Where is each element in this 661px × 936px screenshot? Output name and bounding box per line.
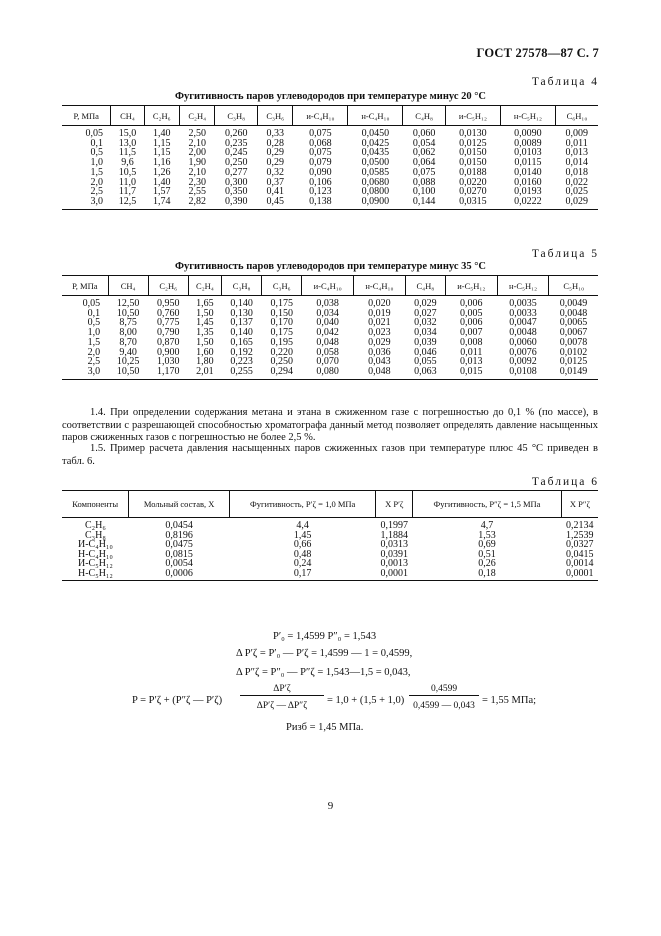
fraction-numerator: ΔP′ζ — [240, 684, 324, 696]
table5-cell: 0,080 — [302, 367, 354, 379]
table6-cell: 0,0327 — [565, 539, 594, 550]
table4-cell: 1,0 — [90, 157, 103, 169]
table4-cell: 0,064 — [412, 157, 436, 169]
table6-cell: 0,17 — [229, 569, 376, 581]
table4-header-cell: CH₄ — [111, 106, 144, 126]
table6-cell: 0,0014 — [565, 558, 594, 569]
table5-cell: 0,036 — [368, 346, 391, 358]
table5-cell: 0,175 — [270, 298, 293, 309]
table4-cell: 0,054 — [412, 137, 436, 149]
table4-cell: 0,025 — [565, 186, 588, 198]
table4-header-cell: C₂H₆ — [144, 106, 179, 126]
table5-cell: 0,0049 — [559, 298, 588, 309]
table5-cell: 0,048 — [354, 367, 406, 379]
table5-cell: 0,255 — [222, 367, 262, 379]
table4-cell: 0,088 — [412, 176, 436, 188]
table-row — [62, 531, 598, 541]
table5-cell: 2,0 — [87, 346, 101, 358]
table6-cell: 0,69 — [478, 539, 496, 550]
table4-cell: 0,0115 — [514, 157, 542, 169]
table6-header-cell: Фугитивность, P′ζ = 1,0 МПа — [229, 491, 376, 518]
table4-cell: 0,0090 — [514, 128, 542, 139]
table6-header-cell: Компоненты — [62, 491, 129, 518]
table5-cell: 0,775 — [156, 317, 180, 329]
table4-cell: 0,011 — [565, 137, 588, 149]
table5-cell: 10,25 — [116, 356, 140, 368]
fraction2-denominator: 0,4599 — 0,043 — [413, 701, 475, 711]
table5-cell: 0,223 — [230, 356, 253, 368]
table4-cell: 0,390 — [215, 197, 258, 209]
table4-cell: 0,018 — [565, 166, 588, 178]
table5-cell: 0,0078 — [559, 336, 588, 348]
table4-cell: 0,0125 — [459, 137, 487, 149]
table5-cell: 0,027 — [414, 307, 437, 319]
table5-cell: 0,192 — [230, 346, 253, 358]
table5-cell: 0,006 — [460, 317, 483, 329]
table4-cell: 2,0 — [90, 176, 103, 188]
formula-delta-p2: Δ P″ζ = P″₀ — P″ζ = 1,543—1,5 = 0,043, — [236, 667, 411, 678]
table4-cell: 0,075 — [309, 147, 332, 159]
table6-cell: И-C₅H₁₂ — [77, 558, 113, 569]
table5-cell: 0,137 — [230, 317, 253, 329]
table4-cell: 0,277 — [224, 166, 248, 178]
table5-cell: 0,0125 — [559, 356, 588, 368]
table5-cell: 0,0060 — [509, 336, 537, 348]
table6-cell: 0,0454 — [165, 520, 193, 531]
table5-cell: 0,760 — [156, 307, 180, 319]
table4-cell: 0,300 — [224, 176, 248, 188]
table4-cell: 2,10 — [188, 137, 206, 149]
table6-cell: 0,26 — [478, 558, 496, 569]
table4-cell: 0,33 — [266, 128, 284, 139]
table4-cell: 1,74 — [144, 197, 179, 209]
table5-cell: 1,0 — [87, 327, 101, 339]
table4-cell: 1,16 — [153, 157, 171, 169]
table6-cell: 0,0054 — [165, 558, 193, 569]
table4-cell: 0,0315 — [445, 197, 500, 209]
table4-cell: 0,0800 — [361, 186, 390, 198]
table5-cell: 0,055 — [414, 356, 437, 368]
table5-cell: 0,006 — [460, 298, 483, 309]
table-row — [62, 550, 598, 560]
table4-cell: 0,0270 — [459, 186, 487, 198]
table5-cell: 0,250 — [270, 356, 293, 368]
table4-cell: 13,0 — [118, 137, 137, 149]
table6-cell: 0,0006 — [129, 569, 229, 581]
table5-cell: 0,170 — [270, 317, 293, 329]
table4-cell: 2,10 — [188, 166, 206, 178]
table4 — [62, 105, 598, 210]
table4-cell: 2,50 — [188, 128, 206, 139]
table6-cell: 0,0391 — [380, 548, 409, 560]
table5-header-cell: C₂H₆ — [148, 276, 188, 296]
table4-cell: 0,350 — [224, 186, 248, 198]
table6-cell: 0,48 — [293, 548, 312, 560]
table4-cell: 0,0435 — [361, 147, 390, 159]
table4-cell: 0,060 — [412, 128, 436, 139]
table4-cell: 0,013 — [565, 147, 588, 159]
table5-cell: 8,75 — [119, 317, 137, 329]
table5-cell: 0,038 — [316, 298, 339, 309]
table4-cell: 2,00 — [188, 147, 206, 159]
table4-header-cell: Р, МПа — [62, 106, 111, 126]
table5-cell: 0,039 — [414, 336, 437, 348]
table4-header-cell: н-C₅H₁₂ — [500, 106, 555, 126]
table5-cell: 0,175 — [270, 327, 293, 339]
table5-cell: 0,046 — [414, 346, 437, 358]
table5-cell: 0,032 — [414, 317, 437, 329]
table5-header-cell: н-C₄H₁₀ — [354, 276, 406, 296]
table6-cell: 0,0001 — [561, 569, 598, 581]
table6-cell: 0,1997 — [380, 520, 409, 531]
table5-cell: 0,150 — [270, 307, 293, 319]
table6-cell: C₂H₆ — [85, 520, 106, 531]
table4-cell: 0,106 — [309, 176, 332, 188]
table4-cell: 0,260 — [224, 128, 248, 139]
table-row — [62, 367, 598, 379]
table5-cell: 0,790 — [156, 327, 180, 339]
table5 — [62, 275, 598, 380]
table4-cell: 0,250 — [224, 157, 248, 169]
table4-cell: 0,0220 — [459, 176, 487, 188]
table4-cell: 0,075 — [309, 128, 332, 139]
table5-cell: 0,165 — [230, 336, 253, 348]
table5-cell: 0,0047 — [509, 317, 537, 329]
table-row — [62, 559, 598, 569]
table5-header-cell: и-C₅H₁₂ — [445, 276, 497, 296]
table4-cell: 1,90 — [188, 157, 206, 169]
table5-header-cell: н-C₅H₁₂ — [497, 276, 549, 296]
table6-cell: 0,0013 — [380, 558, 409, 569]
table4-cell: 0,090 — [309, 166, 332, 178]
table4-cell: 9,6 — [121, 157, 134, 169]
table4-cell: 0,123 — [309, 186, 332, 198]
table4-cell: 0,068 — [309, 137, 332, 149]
table5-cell: 0,0048 — [559, 307, 588, 319]
formula-p-gauge: Pизб = 1,45 МПа. — [286, 722, 364, 733]
table4-cell: 0,29 — [266, 147, 284, 159]
table5-cell: 0,005 — [460, 307, 483, 319]
table4-cell: 0,0150 — [459, 157, 487, 169]
table5-cell: 12,50 — [116, 298, 140, 309]
table5-cell: 0,021 — [368, 317, 391, 329]
table5-header-cell: и-C₄H₁₀ — [302, 276, 354, 296]
table5-cell: 1,50 — [196, 307, 214, 319]
table4-cell: 0,0188 — [459, 166, 487, 178]
table4-cell: 0,29 — [266, 157, 284, 169]
formula-p0: P′₀ = 1,4599 P″₀ = 1,543 — [273, 631, 377, 642]
table5-cell: 0,195 — [270, 336, 293, 348]
table-row — [62, 569, 598, 581]
table4-cell: 0,1 — [90, 137, 103, 149]
table5-cell: 0,294 — [262, 367, 302, 379]
table4-cell: 0,0425 — [361, 137, 390, 149]
table5-header-cell: C₄H₈ — [405, 276, 445, 296]
table5-cell: 2,5 — [87, 356, 101, 368]
table5-cell: 0,0065 — [559, 317, 588, 329]
table5-cell: 0,0108 — [497, 367, 549, 379]
table6-cell: 1,45 — [293, 529, 312, 541]
table4-cell: 3,0 — [62, 197, 111, 209]
table5-cell: 1,030 — [156, 356, 180, 368]
table4-cell: 0,28 — [266, 137, 284, 149]
table4-cell: 0,37 — [266, 176, 284, 188]
table5-label: Таблица 5 — [531, 248, 599, 260]
table4-cell: 0,009 — [565, 128, 588, 139]
table5-cell: 1,5 — [87, 336, 101, 348]
table4-cell: 0,5 — [90, 147, 103, 159]
table4-cell: 2,55 — [188, 186, 206, 198]
table5-cell: 9,40 — [119, 346, 137, 358]
table5-cell: 10,50 — [116, 307, 140, 319]
table4-cell: 0,45 — [257, 197, 292, 209]
formula-p-mid: = 1,0 + (1,5 + 1,0) — [327, 695, 405, 706]
table5-title: Фугитивность паров углеводородов при температуре минус 35 °С — [174, 261, 487, 272]
table4-cell: 2,82 — [179, 197, 214, 209]
table5-cell: 1,45 — [196, 317, 214, 329]
table-row — [62, 197, 598, 209]
table4-cell: 1,15 — [153, 147, 171, 159]
table6-cell: 1,1884 — [380, 529, 409, 541]
table5-cell: 0,900 — [156, 346, 180, 358]
table4-cell: 0,0193 — [514, 186, 542, 198]
table5-cell: 1,60 — [196, 346, 214, 358]
table5-cell: 8,00 — [119, 327, 137, 339]
table5-cell: 0,019 — [368, 307, 391, 319]
table4-header-cell: и-C₅H₁₂ — [445, 106, 500, 126]
table4-cell: 0,0450 — [361, 128, 390, 139]
table4-cell: 0,100 — [412, 186, 436, 198]
table5-cell: 0,034 — [414, 327, 437, 339]
table4-cell: 0,235 — [224, 137, 248, 149]
table4-cell: 0,41 — [266, 186, 284, 198]
table5-cell: 0,029 — [368, 336, 391, 348]
formula-p-right: = 1,55 МПа; — [482, 695, 537, 706]
table5-cell: 1,80 — [196, 356, 214, 368]
table4-cell: 0,075 — [412, 166, 436, 178]
table5-cell: 0,029 — [414, 298, 437, 309]
table5-cell: 0,140 — [230, 298, 253, 309]
table4-cell: 11,7 — [118, 186, 137, 198]
table5-cell: 8,70 — [119, 336, 137, 348]
table5-cell: 0,220 — [270, 346, 293, 358]
table4-cell: 1,40 — [153, 128, 171, 139]
table4-header-cell: C₃H₈ — [215, 106, 258, 126]
table4-cell: 0,245 — [224, 147, 248, 159]
table5-cell: 3,0 — [62, 367, 108, 379]
table5-cell: 0,0149 — [549, 367, 598, 379]
table5-cell: 2,01 — [188, 367, 221, 379]
table4-cell: 0,029 — [555, 197, 598, 209]
table-row — [62, 126, 598, 139]
table6-cell: 0,51 — [478, 548, 496, 560]
table5-cell: 0,5 — [87, 317, 101, 329]
table6-header-cell: Фугитивность, P″ζ = 1,5 МПа — [413, 491, 562, 518]
table5-cell: 0,0048 — [509, 327, 537, 339]
paragraph-1-5: 1.5. Пример расчета давления насыщенных паров сжиженных газов при температуре плюс 45 °С приведен в табл. 6. — [62, 443, 598, 467]
table4-cell: 11,0 — [118, 176, 137, 188]
table5-header-cell: Р, МПа — [62, 276, 108, 296]
table5-cell: 1,35 — [196, 327, 214, 339]
table4-cell: 1,26 — [153, 166, 171, 178]
table5-header-cell: CH₄ — [108, 276, 148, 296]
table6-header-cell: Мольный состав, X — [129, 491, 229, 518]
table6-cell: 0,0001 — [376, 569, 413, 581]
table5-cell: 0,043 — [368, 356, 391, 368]
table4-header-cell: C₆H₁₀ — [555, 106, 598, 126]
table5-cell: 0,015 — [445, 367, 497, 379]
table5-cell: 10,50 — [108, 367, 148, 379]
formula-delta-p1: Δ P′ζ = P′₀ — P′ζ = 1,4599 — 1 = 0,4599, — [236, 648, 413, 659]
table4-label: Таблица 4 — [531, 76, 599, 88]
table4-cell: 0,0222 — [500, 197, 555, 209]
table4-cell: 0,0160 — [514, 176, 542, 188]
table5-cell: 0,05 — [82, 298, 101, 309]
table-row — [62, 518, 598, 531]
table4-header-cell: C₂H₄ — [179, 106, 214, 126]
table5-cell: 0,007 — [460, 327, 483, 339]
table4-cell: 0,0680 — [361, 176, 390, 188]
table5-cell: 0,042 — [316, 327, 339, 339]
table5-cell: 0,0076 — [509, 346, 537, 358]
table5-cell: 0,023 — [368, 327, 391, 339]
table5-cell: 1,65 — [196, 298, 214, 309]
table5-cell: 0,130 — [230, 307, 253, 319]
table5-cell: 0,034 — [316, 307, 339, 319]
table4-title: Фугитивность паров углеводородов при температуре минус 20 °С — [174, 91, 487, 102]
table5-cell: 0,063 — [405, 367, 445, 379]
table4-cell: 0,014 — [565, 157, 588, 169]
table4-cell: 1,40 — [153, 176, 171, 188]
formula-p-left: P = P′ζ + (P″ζ — P′ζ) — [132, 695, 223, 706]
table5-cell: 0,0035 — [509, 298, 537, 309]
fraction2-numerator: 0,4599 — [409, 684, 479, 696]
page-number: 9 — [327, 800, 334, 812]
table6 — [62, 490, 598, 581]
table5-cell: 0,008 — [460, 336, 483, 348]
table6-cell: 0,66 — [293, 539, 312, 550]
table4-cell: 15,0 — [118, 128, 137, 139]
table4-cell: 1,5 — [90, 166, 103, 178]
table5-header-cell: C₅H₁₀ — [549, 276, 598, 296]
table5-cell: 0,0102 — [559, 346, 588, 358]
table5-cell: 0,0092 — [509, 356, 537, 368]
table4-cell: 0,0130 — [459, 128, 487, 139]
table4-cell: 0,32 — [266, 166, 284, 178]
table6-cell: 0,8196 — [165, 529, 193, 541]
table4-header-cell: н-C₄H₁₀ — [348, 106, 403, 126]
paragraph-1-4: 1.4. При определении содержания метана и этана в сжиженном газе с погрешностью до 0,1 % (по массе), в соответствии с разрешающей способностью хроматографа данный метод позволяет определять давление насыщенных паров сжиженных газов с погрешностью не более 2,5 %. — [62, 407, 598, 443]
table5-cell: 0,140 — [230, 327, 253, 339]
table4-header-cell: и-C₄H₁₀ — [293, 106, 348, 126]
table4-cell: 1,57 — [153, 186, 171, 198]
table6-cell: 0,0475 — [165, 539, 193, 550]
table6-cell: 0,18 — [413, 569, 562, 581]
table4-cell: 2,5 — [90, 186, 103, 198]
table4-cell: 0,144 — [403, 197, 446, 209]
table5-cell: 0,058 — [316, 346, 339, 358]
page-header: ГОСТ 27578—87 С. 7 — [476, 46, 599, 60]
table-row — [62, 296, 598, 309]
table6-cell: 1,53 — [478, 529, 496, 541]
table5-cell: 0,0067 — [559, 327, 588, 339]
table4-cell: 0,138 — [293, 197, 348, 209]
table5-cell: 0,950 — [156, 298, 180, 309]
table6-cell: 0,0415 — [565, 548, 594, 560]
fraction-denominator: ΔP′ζ — ΔP″ζ — [256, 701, 308, 711]
table5-cell: 0,048 — [316, 336, 339, 348]
table5-cell: 1,170 — [148, 367, 188, 379]
table4-cell: 0,0089 — [514, 137, 542, 149]
table4-cell: 0,079 — [309, 157, 332, 169]
table4-cell: 0,022 — [565, 176, 588, 188]
table5-cell: 0,020 — [368, 298, 391, 309]
table4-cell: 10,5 — [118, 166, 137, 178]
table5-header-cell: C₃H₈ — [222, 276, 262, 296]
table6-cell: Н-C₅H₁₂ — [62, 569, 129, 581]
table5-cell: 0,013 — [460, 356, 483, 368]
table6-label: Таблица 6 — [531, 476, 599, 488]
table6-cell: 4,4 — [296, 520, 309, 531]
table4-cell: 0,05 — [85, 128, 103, 139]
table4-cell: 0,0900 — [348, 197, 403, 209]
table6-cell: 0,0815 — [165, 548, 193, 560]
table4-header-cell: C₃H₆ — [257, 106, 292, 126]
table4-cell: 12,5 — [111, 197, 144, 209]
table4-cell: 11,5 — [118, 147, 137, 159]
table6-cell: 4,7 — [480, 520, 494, 531]
table6-header-cell: X P′ζ — [376, 491, 413, 518]
table4-cell: 0,0150 — [459, 147, 487, 159]
table6-cell: И-C₄H₁₀ — [77, 539, 113, 550]
table4-cell: 0,0500 — [361, 157, 390, 169]
table5-cell: 0,870 — [156, 336, 180, 348]
table6-cell: C₃H₈ — [85, 529, 106, 541]
table5-cell: 0,1 — [87, 307, 101, 319]
table5-cell: 0,0033 — [509, 307, 537, 319]
table4-cell: 0,0585 — [361, 166, 390, 178]
table4-cell: 2,30 — [188, 176, 206, 188]
table4-cell: 0,062 — [412, 147, 436, 159]
table5-cell: 0,070 — [316, 356, 339, 368]
table6-cell: 0,2134 — [565, 520, 594, 531]
table5-cell: 1,50 — [196, 336, 214, 348]
table6-cell: Н-C₄H₁₀ — [77, 548, 113, 560]
table5-header-cell: C₃H₆ — [262, 276, 302, 296]
table6-header-cell: X P″ζ — [561, 491, 598, 518]
table4-cell: 0,0103 — [514, 147, 542, 159]
table5-header-cell: C₂H₄ — [188, 276, 221, 296]
table6-cell: 1,2539 — [565, 529, 594, 541]
table6-cell: 0,24 — [293, 558, 312, 569]
table6-cell: 0,0313 — [380, 539, 409, 550]
table5-cell: 0,040 — [316, 317, 339, 329]
table4-cell: 0,0140 — [514, 166, 542, 178]
table4-header-cell: C₄H₈ — [403, 106, 446, 126]
table5-cell: 0,011 — [460, 346, 483, 358]
table-row — [62, 540, 598, 550]
table4-cell: 1,15 — [153, 137, 171, 149]
